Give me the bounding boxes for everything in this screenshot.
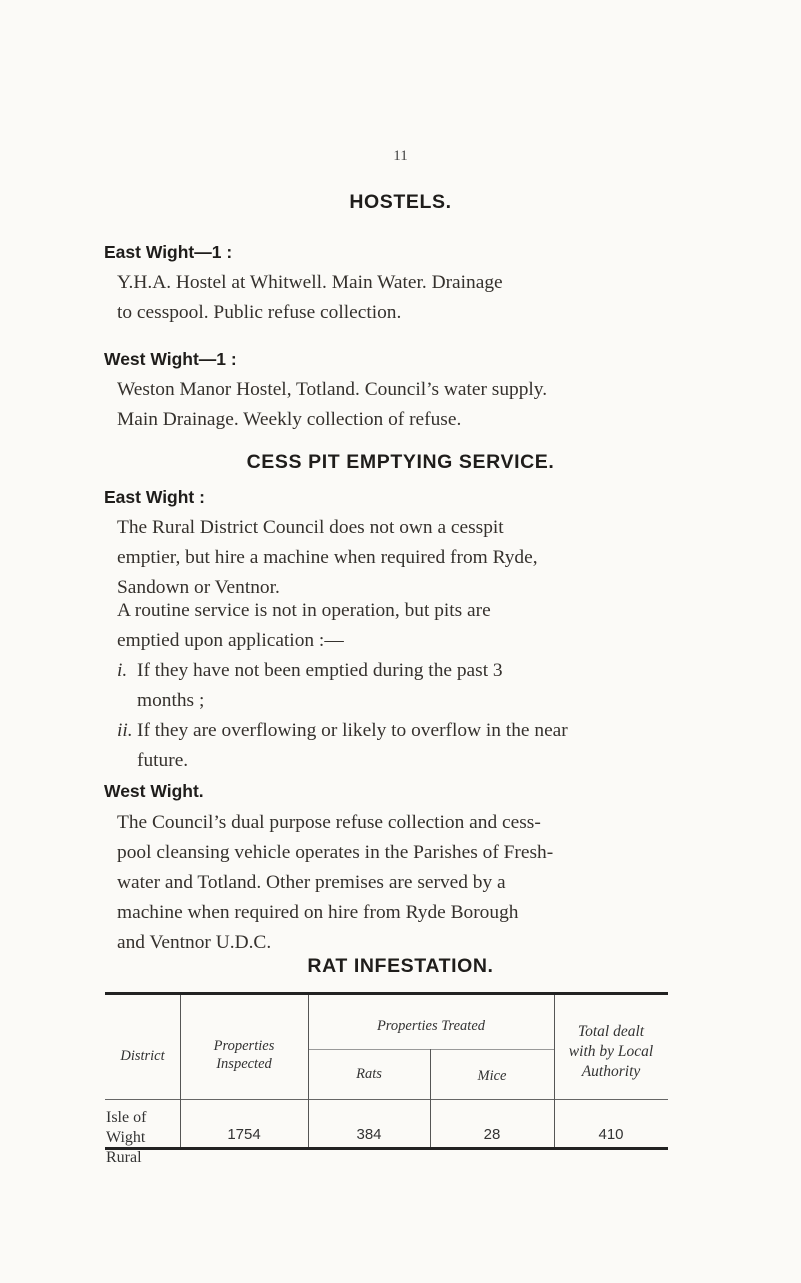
list-item (117, 716, 671, 776)
header-line: Properties (213, 1038, 275, 1054)
cell-district (106, 1108, 180, 1168)
text-line: Main Drainage. Weekly collection of refuse. (117, 409, 462, 430)
text-line: pool cleansing vehicle operates in the Parishes of Fresh- (117, 842, 554, 863)
text-line: The Rural District Council does not own a cesspit (117, 517, 504, 538)
list-item-number: ii. (117, 720, 133, 741)
list-item-text: months ; (137, 690, 205, 711)
rat-infestation-table (105, 992, 668, 1166)
cell-total: 410 (598, 1126, 624, 1143)
cell-line: Wight (106, 1129, 146, 1146)
text-line: to cesspool. Public refuse collection. (117, 302, 402, 323)
cell-properties-inspected: 1754 (227, 1126, 261, 1143)
cell-line: Rural (106, 1149, 142, 1166)
table-top-rule (105, 992, 668, 995)
header-rats: Rats (356, 1066, 382, 1082)
hostels-east-wight-label: East Wight—1 : (104, 242, 233, 262)
hostels-east-wight-text (117, 268, 671, 328)
cess-pit-heading: CESS PIT EMPTYING SERVICE. (246, 451, 555, 473)
text-line: emptier, but hire a machine when required from Ryde, (117, 547, 538, 568)
cess-pit-west-wight-text (117, 808, 671, 958)
text-line: A routine service is not in operation, but pits are (117, 600, 491, 621)
list-item (117, 656, 671, 716)
cess-pit-east-para-1 (117, 513, 671, 603)
header-line: Total dealt (577, 1023, 645, 1040)
header-total (554, 1022, 668, 1082)
cell-line: Isle of (106, 1109, 147, 1126)
table-subheader-rule (308, 1049, 554, 1050)
header-properties-inspected (180, 1037, 308, 1073)
text-line: water and Totland. Other premises are served by a (117, 872, 506, 893)
header-properties-treated: Properties Treated (376, 1018, 486, 1034)
list-item-text: If they are overflowing or likely to overflow in the near (137, 720, 568, 741)
header-line: Authority (581, 1063, 641, 1080)
cell-rats: 384 (356, 1126, 382, 1143)
text-line: Y.H.A. Hostel at Whitwell. Main Water. Drainage (117, 272, 503, 293)
text-line: Sandown or Ventnor. (117, 577, 280, 598)
cess-pit-west-wight-label: West Wight. (104, 781, 204, 801)
text-line: The Council’s dual purpose refuse collection and cess- (117, 812, 541, 833)
hostels-heading: HOSTELS. (349, 191, 452, 213)
list-item-number: i. (117, 660, 128, 681)
cess-pit-east-para-2 (117, 596, 671, 656)
text-line: machine when required on hire from Ryde Borough (117, 902, 519, 923)
hostels-west-wight-text (117, 375, 671, 435)
header-district: District (120, 1048, 165, 1064)
text-line: Weston Manor Hostel, Totland. Council’s water supply. (117, 379, 548, 400)
list-item-text: If they have not been emptied during the past 3 (137, 660, 503, 681)
text-line: emptied upon application :— (117, 630, 344, 651)
header-line: with by Local (568, 1043, 654, 1060)
header-line: Inspected (216, 1056, 272, 1072)
rat-infestation-heading: RAT INFESTATION. (307, 955, 494, 977)
cess-pit-east-wight-label: East Wight : (104, 487, 205, 507)
list-item-text: future. (137, 750, 189, 771)
page-number: 11 (393, 148, 408, 164)
table-header-rule (105, 1099, 668, 1100)
header-mice: Mice (477, 1068, 507, 1084)
table-bottom-rule (105, 1147, 668, 1150)
text-line: and Ventnor U.D.C. (117, 932, 272, 953)
cell-mice: 28 (483, 1126, 501, 1143)
hostels-west-wight-label: West Wight—1 : (104, 349, 237, 369)
